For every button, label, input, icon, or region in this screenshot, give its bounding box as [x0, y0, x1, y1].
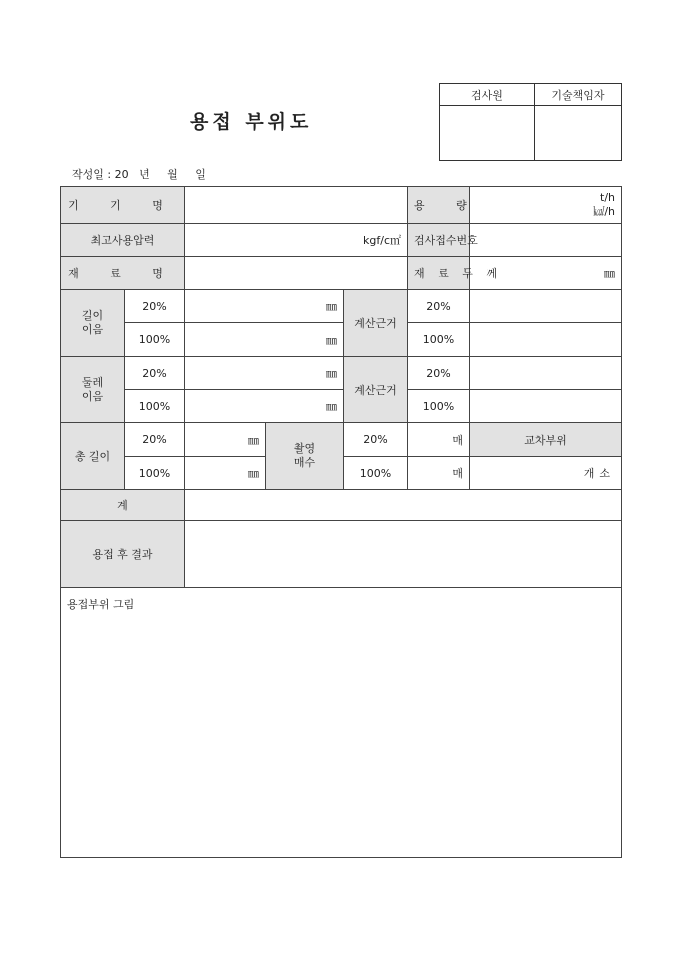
circ-joint-label-1: 둘레	[81, 375, 104, 389]
length-20-label: 20%	[125, 290, 185, 323]
material-label: 재 료 명	[61, 257, 185, 290]
sum-value[interactable]	[185, 490, 622, 521]
material-value[interactable]	[185, 257, 408, 290]
inspection-no-value[interactable]	[470, 224, 622, 257]
length-100-value[interactable]: ㎜	[185, 323, 344, 357]
inspector-header: 검사원	[440, 84, 535, 106]
shots-100-value[interactable]: 매	[408, 457, 470, 490]
circ-joint-label	[61, 357, 125, 423]
capacity-label: 용 량	[408, 187, 470, 224]
cross-part-label: 교차부위	[470, 423, 622, 457]
sum-label: 계	[61, 490, 185, 521]
shots-20-value[interactable]: 매	[408, 423, 470, 457]
cross-part-value[interactable]: 개소	[470, 457, 622, 490]
circ-calc-100-value[interactable]	[470, 390, 622, 423]
circ-100-value[interactable]: ㎜	[185, 390, 344, 423]
shots-label	[266, 423, 344, 490]
capacity-unit-kcal: ㎉/h	[593, 205, 616, 218]
length-joint-label-1: 길이	[81, 309, 104, 322]
circ-20-label: 20%	[125, 357, 185, 390]
drawing-label: 용접부위 그림	[67, 598, 135, 611]
length-joint-label	[61, 290, 125, 357]
page-title: 용접 부위도	[190, 111, 313, 133]
total-100-label: 100%	[125, 457, 185, 490]
circ-calc-20-label: 20%	[408, 357, 470, 390]
thickness-value[interactable]: ㎜	[470, 257, 622, 290]
date-line: 작성일 : 20 년 월 일	[72, 168, 206, 181]
total-100-value[interactable]: ㎜	[185, 457, 266, 490]
total-length-label: 총 길이	[61, 423, 125, 490]
result-value[interactable]	[185, 521, 622, 588]
circ-calc-basis-label: 계산근거	[344, 357, 408, 423]
inspector-sign-cell[interactable]	[440, 106, 535, 161]
equipment-name-value[interactable]	[185, 187, 408, 224]
length-joint-label-2: 이음	[81, 323, 104, 336]
max-pressure-label: 최고사용압력	[61, 224, 185, 257]
circ-100-label: 100%	[125, 390, 185, 423]
shots-100-label: 100%	[344, 457, 408, 490]
circ-calc-100-label: 100%	[408, 390, 470, 423]
length-calc-100-value[interactable]	[470, 323, 622, 357]
engineer-sign-cell[interactable]	[535, 106, 622, 161]
total-20-label: 20%	[125, 423, 185, 457]
inspection-no-label: 검사접수번호	[408, 224, 470, 257]
thickness-label: 재 료 두 께	[408, 257, 470, 290]
equipment-name-label: 기 기 명	[61, 187, 185, 224]
approval-box	[439, 83, 622, 161]
length-20-value[interactable]: ㎜	[185, 290, 344, 323]
total-20-value[interactable]: ㎜	[185, 423, 266, 457]
drawing-area[interactable]	[61, 588, 622, 858]
capacity-unit-th: t/h	[600, 191, 616, 204]
circ-20-value[interactable]: ㎜	[185, 357, 344, 390]
weld-form-table	[60, 186, 622, 858]
max-pressure-value[interactable]: kgf/c㎡	[185, 224, 408, 257]
circ-joint-label-2: 이음	[81, 389, 104, 403]
engineer-header: 기술책임자	[535, 84, 622, 106]
length-calc-20-label: 20%	[408, 290, 470, 323]
shots-label-1: 촬영	[293, 442, 316, 455]
shots-20-label: 20%	[344, 423, 408, 457]
length-calc-basis-label: 계산근거	[344, 290, 408, 357]
result-label: 용접 후 결과	[61, 521, 185, 588]
shots-label-2: 매수	[293, 456, 316, 469]
length-calc-20-value[interactable]	[470, 290, 622, 323]
length-100-label: 100%	[125, 323, 185, 357]
circ-calc-20-value[interactable]	[470, 357, 622, 390]
capacity-value[interactable]	[470, 187, 622, 224]
length-calc-100-label: 100%	[408, 323, 470, 357]
